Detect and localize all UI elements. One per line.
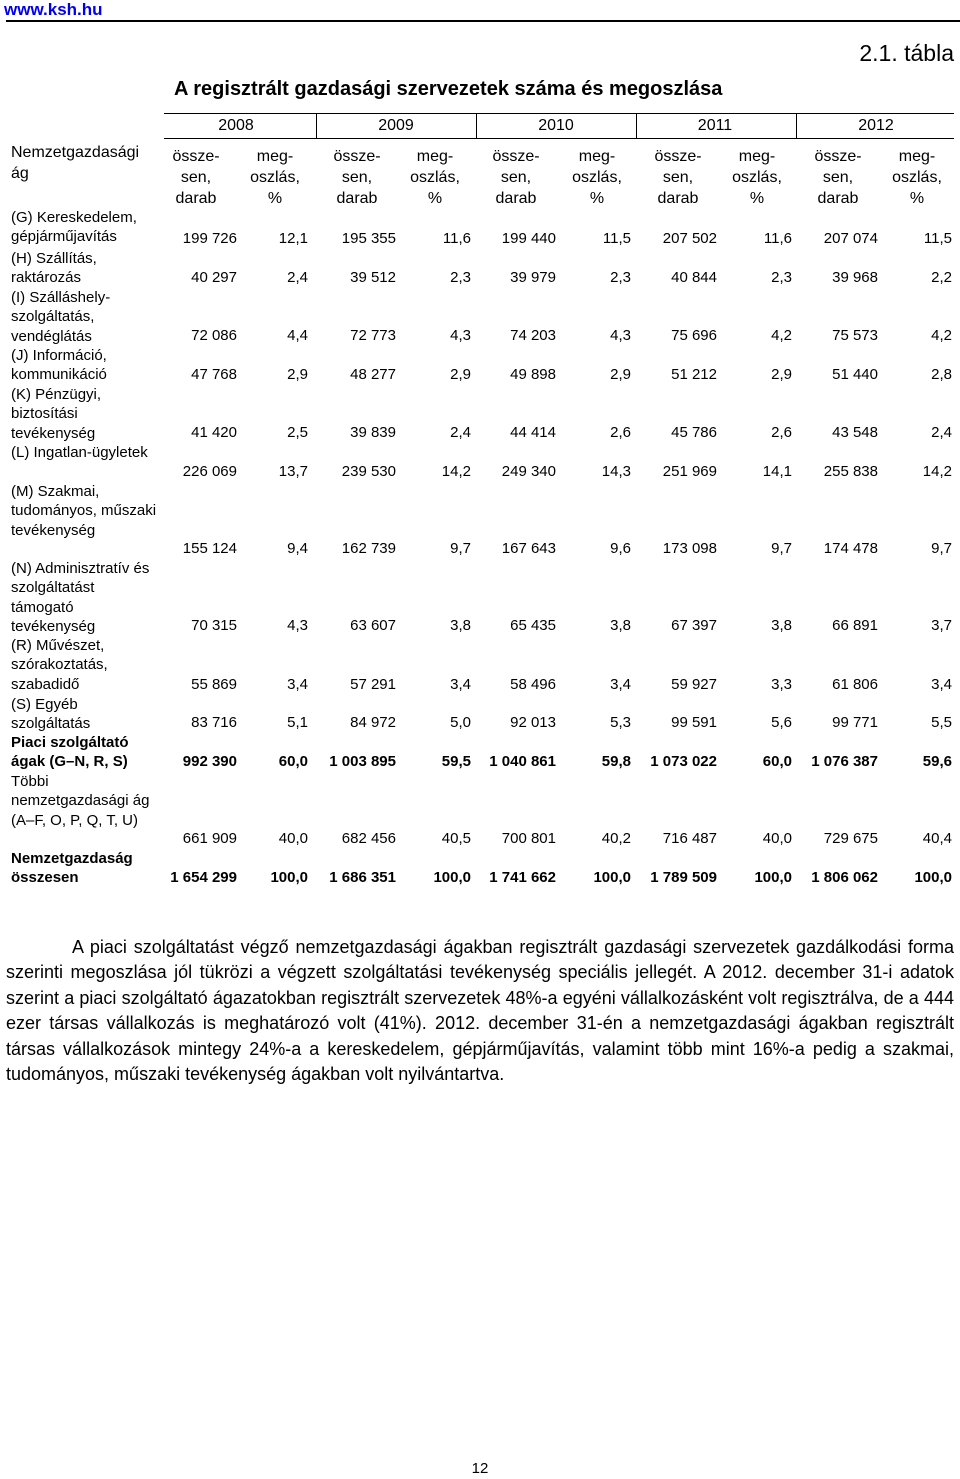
col-header-count: össze- sen, darab (172, 148, 220, 207)
cell-share: 2,9 (771, 366, 792, 383)
row-label: (I) Szálláshely-szolgáltatás, vendéglátás (11, 289, 111, 345)
row-label: (H) Szállítás, raktározás (11, 250, 97, 287)
cell-share: 3,8 (450, 617, 471, 634)
cell-share: 100,0 (433, 869, 471, 886)
cell-count: 174 478 (823, 540, 878, 557)
cell-share: 3,8 (610, 617, 631, 634)
cell-count: 1 654 299 (170, 869, 237, 886)
cell-share: 2,6 (771, 424, 792, 441)
cell-share: 11,5 (602, 230, 631, 247)
cell-count: 226 069 (182, 463, 237, 480)
col-header-share: meg- oszlás, % (250, 148, 300, 207)
col-header-count: össze- sen, darab (333, 148, 381, 207)
cell-count: 1 741 662 (489, 869, 556, 886)
cell-count: 992 390 (182, 753, 237, 770)
cell-share: 4,3 (450, 327, 471, 344)
cell-count: 99 591 (671, 714, 717, 731)
cell-share: 60,0 (762, 753, 792, 770)
cell-count: 195 355 (341, 230, 396, 247)
cell-share: 13,7 (278, 463, 308, 480)
cell-count: 43 548 (832, 424, 878, 441)
cell-share: 59,8 (601, 753, 631, 770)
cell-share: 4,4 (287, 327, 308, 344)
col-header-count: össze- sen, darab (814, 148, 862, 207)
cell-count: 72 773 (350, 327, 396, 344)
cell-count: 57 291 (350, 676, 396, 693)
cell-share: 9,7 (931, 540, 952, 557)
cell-share: 2,4 (287, 269, 308, 286)
row-label: (K) Pénzügyi, biztosítási tevékenység (11, 386, 102, 442)
cell-share: 5,3 (610, 714, 631, 731)
cell-count: 1 806 062 (811, 869, 878, 886)
cell-count: 55 869 (191, 676, 237, 693)
cell-count: 716 487 (662, 830, 717, 847)
cell-count: 1 073 022 (650, 753, 717, 770)
cell-share: 2,9 (450, 366, 471, 383)
cell-share: 2,2 (931, 269, 952, 286)
cell-share: 4,2 (931, 327, 952, 344)
table-row (0, 559, 960, 635)
table-id: 2.1. tábla (859, 40, 954, 66)
col-header-share: meg- oszlás, % (892, 148, 942, 207)
cell-share: 11,6 (442, 230, 471, 247)
cell-count: 700 801 (501, 830, 556, 847)
cell-share: 2,4 (450, 424, 471, 441)
cell-share: 2,3 (771, 269, 792, 286)
cell-share: 5,0 (450, 714, 471, 731)
cell-share: 5,1 (287, 714, 308, 731)
cell-share: 100,0 (593, 869, 631, 886)
year-separator (636, 113, 637, 138)
cell-count: 239 530 (341, 463, 396, 480)
cell-count: 167 643 (501, 540, 556, 557)
cell-share: 11,6 (763, 230, 792, 247)
cell-count: 162 739 (341, 540, 396, 557)
cell-count: 661 909 (182, 830, 237, 847)
row-label: (J) Információ, kommunikáció (11, 347, 107, 384)
cell-count: 47 768 (191, 366, 237, 383)
cell-count: 199 440 (501, 230, 556, 247)
cell-share: 100,0 (754, 869, 792, 886)
site-url[interactable]: www.ksh.hu (4, 0, 103, 19)
cell-share: 40,5 (441, 830, 471, 847)
cell-share: 5,6 (771, 714, 792, 731)
cell-share: 60,0 (278, 753, 308, 770)
cell-count: 72 086 (191, 327, 237, 344)
table-top-rule (164, 113, 954, 114)
body-paragraph (6, 935, 954, 1087)
table-row (0, 849, 960, 887)
year-separator (796, 113, 797, 138)
cell-share: 3,7 (931, 617, 952, 634)
cell-count: 92 013 (510, 714, 556, 731)
col-header-count: össze- sen, darab (492, 148, 540, 207)
cell-share: 4,2 (771, 327, 792, 344)
row-label: (G) Kereskedelem, gépjárműjavítás (11, 209, 137, 246)
row-label: (L) Ingatlan-ügyletek (11, 444, 148, 461)
cell-count: 1 686 351 (329, 869, 396, 886)
cell-share: 40,0 (762, 830, 792, 847)
cell-count: 39 979 (510, 269, 556, 286)
cell-share: 2,6 (610, 424, 631, 441)
cell-count: 255 838 (823, 463, 878, 480)
table-row (0, 288, 960, 345)
cell-count: 84 972 (350, 714, 396, 731)
cell-count: 99 771 (832, 714, 878, 731)
cell-share: 2,8 (931, 366, 952, 383)
table-row (0, 249, 960, 287)
cell-count: 39 512 (350, 269, 396, 286)
cell-count: 45 786 (671, 424, 717, 441)
cell-share: 3,4 (287, 676, 308, 693)
cell-count: 83 716 (191, 714, 237, 731)
row-label: (R) Művészet, szórakoztatás, szabadidő (11, 637, 108, 693)
cell-count: 207 074 (823, 230, 878, 247)
cell-count: 251 969 (662, 463, 717, 480)
cell-count: 67 397 (671, 617, 717, 634)
table-row (0, 482, 960, 558)
cell-count: 1 789 509 (650, 869, 717, 886)
year-header-2009: 2009 (378, 117, 414, 134)
cell-count: 40 844 (671, 269, 717, 286)
cell-count: 65 435 (510, 617, 556, 634)
table-row (0, 733, 960, 771)
cell-share: 40,4 (922, 830, 952, 847)
cell-count: 40 297 (191, 269, 237, 286)
cell-share: 3,8 (771, 617, 792, 634)
table-row (0, 636, 960, 694)
cell-share: 3,3 (771, 676, 792, 693)
table-row (0, 772, 960, 848)
cell-count: 66 891 (832, 617, 878, 634)
year-header-2010: 2010 (538, 117, 574, 134)
row-label: (N) Adminisztratív és szolgáltatást támogató tevékenység (11, 560, 150, 635)
cell-count: 249 340 (501, 463, 556, 480)
cell-share: 100,0 (270, 869, 308, 886)
cell-count: 59 927 (671, 676, 717, 693)
cell-count: 63 607 (350, 617, 396, 634)
cell-share: 9,6 (610, 540, 631, 557)
row-label: (S) Egyéb szolgáltatás (11, 696, 91, 733)
cell-share: 12,1 (278, 230, 308, 247)
cell-count: 75 696 (671, 327, 717, 344)
paragraph-text: A piaci szolgáltatást végző nemzetgazdasági ágakban regisztrált gazdasági szervezetek gazdálkodási forma szerinti megoszlása jól tükrözi a végzett szolgáltatási tevékenység speciális jellegét. A 2012. december 31-i adatok szerint a piaci szolgáltató ágazatokban regisztrált szervezetek 48%-a egyéni vállalkozásként volt regisztrálva, de a 444 ezer társas vállalkozás is meghatározó volt (41%). 2012. december 31-én a nemzetgazdasági ágakban regisztrált társas vállalkozások mintegy 24%-a a kereskedelem, gépjárműjavítás, valamint több mint 16%-a pedig a szakmai, tudományos, műszaki tevékenység ágakban volt nyilvántartva. (6, 937, 954, 1085)
cell-count: 74 203 (510, 327, 556, 344)
table-row (0, 385, 960, 442)
cell-count: 729 675 (823, 830, 878, 847)
cell-count: 49 898 (510, 366, 556, 383)
row-label: (M) Szakmai, tudományos, műszaki tevékenység (11, 483, 157, 539)
row-label: Nemzetgazdaság összesen (11, 850, 133, 887)
cell-count: 75 573 (832, 327, 878, 344)
page-number: 12 (471, 1460, 489, 1477)
cell-share: 2,4 (931, 424, 952, 441)
cell-count: 39 839 (350, 424, 396, 441)
year-separator (476, 113, 477, 138)
year-rule (164, 138, 954, 139)
cell-share: 59,5 (441, 753, 471, 770)
cell-share: 9,7 (771, 540, 792, 557)
table-row (0, 443, 960, 481)
cell-share: 3,4 (610, 676, 631, 693)
cell-count: 61 806 (832, 676, 878, 693)
cell-share: 100,0 (914, 869, 952, 886)
cell-count: 1 003 895 (329, 753, 396, 770)
year-header-2008: 2008 (218, 117, 254, 134)
cell-share: 14,3 (601, 463, 631, 480)
row-label: Többi nemzetgazdasági ág (A–F, O, P, Q, T, U) (11, 773, 150, 829)
col-header-share: meg- oszlás, % (732, 148, 782, 207)
cell-share: 2,9 (610, 366, 631, 383)
cell-share: 5,5 (931, 714, 952, 731)
year-separator (316, 113, 317, 138)
cell-share: 3,4 (931, 676, 952, 693)
cell-count: 41 420 (191, 424, 237, 441)
cell-share: 4,3 (287, 617, 308, 634)
cell-count: 39 968 (832, 269, 878, 286)
cell-count: 70 315 (191, 617, 237, 634)
table-row (0, 208, 960, 248)
cell-share: 3,4 (450, 676, 471, 693)
cell-count: 44 414 (510, 424, 556, 441)
col-header-count: össze- sen, darab (654, 148, 702, 207)
cell-share: 2,3 (450, 269, 471, 286)
cell-share: 40,2 (601, 830, 631, 847)
cell-count: 1 040 861 (489, 753, 556, 770)
year-header-2012: 2012 (858, 117, 894, 134)
cell-count: 58 496 (510, 676, 556, 693)
cell-share: 9,4 (287, 540, 308, 557)
cell-share: 2,9 (287, 366, 308, 383)
col-header-share: meg- oszlás, % (572, 148, 622, 207)
cell-share: 4,3 (610, 327, 631, 344)
table-row (0, 346, 960, 384)
cell-count: 51 212 (671, 366, 717, 383)
cell-share: 59,6 (922, 753, 952, 770)
cell-share: 2,3 (610, 269, 631, 286)
table-title: A regisztrált gazdasági szervezetek száma és megoszlása (174, 78, 723, 100)
table-row (0, 695, 960, 732)
cell-count: 207 502 (662, 230, 717, 247)
cell-count: 1 076 387 (811, 753, 878, 770)
cell-share: 14,2 (441, 463, 471, 480)
cell-share: 14,1 (762, 463, 792, 480)
cell-count: 199 726 (182, 230, 237, 247)
cell-share: 40,0 (278, 830, 308, 847)
cell-share: 9,7 (450, 540, 471, 557)
cell-count: 48 277 (350, 366, 396, 383)
cell-count: 682 456 (341, 830, 396, 847)
row-label: Piaci szolgáltató ágak (G–N, R, S) (11, 734, 129, 771)
cell-share: 2,5 (287, 424, 308, 441)
header-rule (6, 20, 960, 22)
stub-header: Nemzetgazdasági ág (11, 144, 140, 182)
cell-count: 173 098 (662, 540, 717, 557)
year-header-2011: 2011 (697, 117, 733, 134)
cell-count: 51 440 (832, 366, 878, 383)
cell-share: 14,2 (922, 463, 952, 480)
col-header-share: meg- oszlás, % (410, 148, 460, 207)
cell-count: 155 124 (182, 540, 237, 557)
cell-share: 11,5 (923, 230, 952, 247)
